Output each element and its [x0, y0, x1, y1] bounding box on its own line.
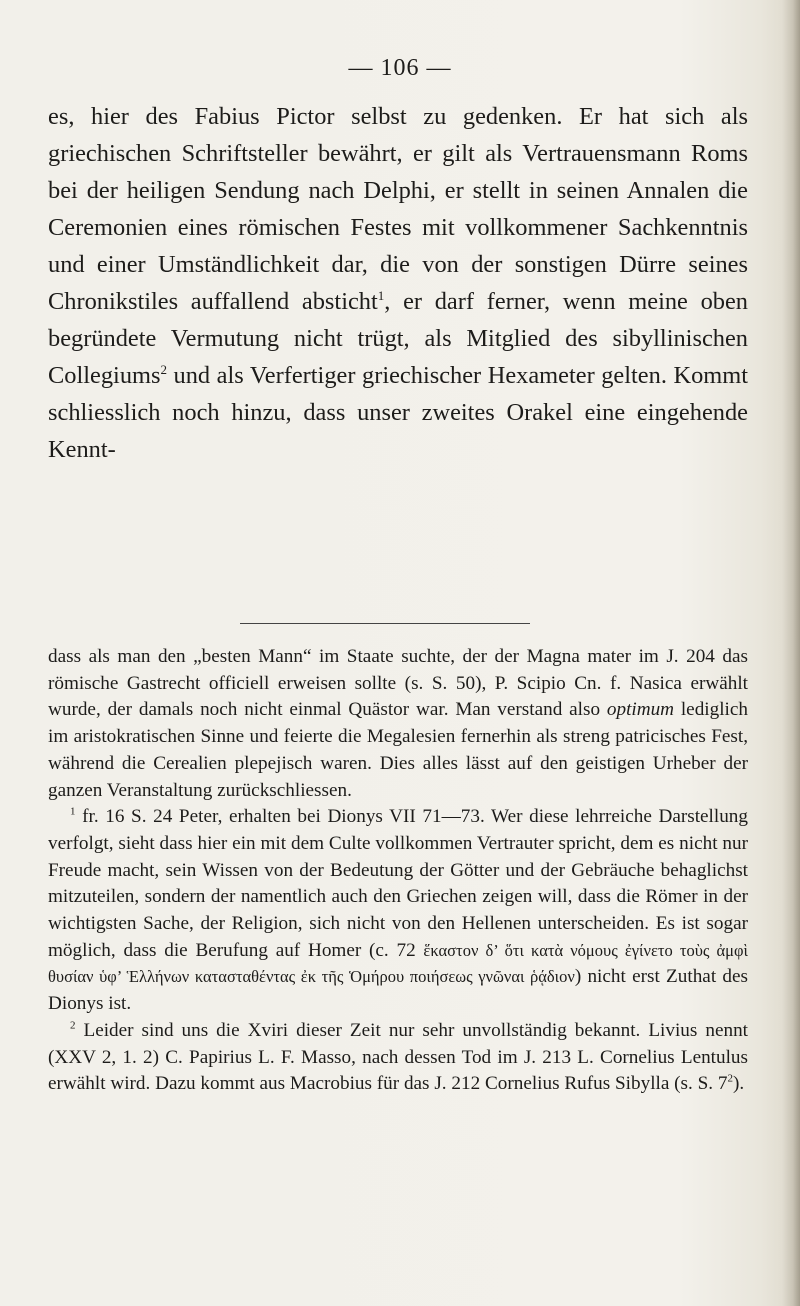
footnote-1 [48, 804, 748, 1018]
footnote-1-mark: 1 [70, 805, 76, 818]
footnote-ref-2: 2 [160, 361, 167, 377]
footnote-2 [48, 1018, 748, 1098]
footnote-1-text-b: ) nicht erst Zuthat des Dionys ist. [48, 966, 748, 1015]
footnote-continuation-text-a: dass als man den „besten Mann“ im Staate suchte, der der Magna mater im J. 204 das römische Gastrecht officiell erweisen sollte (s. S. 50), P. Scipio Cn. f. Nasica erwählt wurde, der damals noch nicht einmal Quästor war. Man verstand also [48, 646, 748, 721]
footnote-separator-rule [240, 623, 530, 624]
main-paragraph [48, 98, 748, 468]
footnote-continuation [48, 644, 748, 804]
footnote-continuation-text-b: lediglich im aristokratischen Sinne und feierte die Megalesien fernerhin als streng patricisches Fest, während die Cerealien plepejisch waren. Dies alles lässt auf den geistigen Urheber der ganzen Veranstaltung zurückschliessen. [48, 699, 748, 801]
page-number: — 106 — [348, 55, 452, 81]
footnote-1-greek-quote: ἕκαστον δ’ ὅτι κατὰ νόμους ἐγίνετο τοὺς ἀμφὶ θυσίαν ὑφ’ Ἑλλήνων κατασταθέντας ἐκ τῆς Ὁμήρου ποιήσεως γνῶναι ῥᾴδιον [48, 940, 748, 987]
footnote-2-text-b: ). [732, 1073, 745, 1095]
main-text-block [48, 98, 748, 468]
page-edge-shadow [782, 0, 800, 1306]
main-text-part-2: , er darf ferner, wenn meine oben begründete Vermutung nicht trügt, als Mitglied des sibyllinischen Collegiums [48, 288, 748, 389]
footnotes-block [48, 644, 748, 1098]
footnote-1-text-a: fr. 16 S. 24 Peter, erhalten bei Dionys VII 71—73. Wer diese lehrreiche Darstellung verfolgt, sieht dass hier ein mit dem Culte vollkommen Vertrauter spricht, dem es nicht nur Freude macht, sein Wissen von der Bedeutung der Götter und der Gebräuche behaglichst mitzuteilen, sondern der namentlich auch den Griechen zeigen will, dass die Römer in der wichtigsten Sache, der Religion, sich nicht von den Hellenen unterscheiden. Es ist sogar möglich, dass die Berufung auf Homer (c. 72 [48, 806, 748, 961]
footnote-ref-1: 1 [377, 287, 385, 303]
main-text-part-3: und als Verfertiger griechischer Hexameter gelten. Kommt schliesslich noch hinzu, dass unser zweites Orakel eine eingehende Kennt- [48, 362, 748, 463]
footnote-2-superscript: 2 [727, 1072, 733, 1085]
footnote-2-mark: 2 [70, 1019, 76, 1032]
main-text-part-1: es, hier des Fabius Pictor selbst zu gedenken. Er hat sich als griechischen Schriftsteller bewährt, er gilt als Vertrauensmann Roms bei der heiligen Sendung nach Delphi, er stellt in seinen Annalen die Ceremonien eines römischen Festes mit vollkommener Sachkenntnis und einer Umständlichkeit dar, die von der sonstigen Dürre seines Chronikstiles auffallend absticht [48, 103, 748, 315]
footnote-continuation-italic: optimum [606, 699, 675, 721]
footnote-2-text-a: Leider sind uns die Xviri dieser Zeit nur sehr unvollständig bekannt. Livius nennt (XXV 2, 1. 2) C. Papirius L. F. Masso, nach dessen Tod im J. 213 L. Cornelius Lentulus erwählt wird. Dazu kommt aus Macrobius für das J. 212 Cornelius Rufus Sibylla (s. S. 7 [48, 1019, 748, 1095]
